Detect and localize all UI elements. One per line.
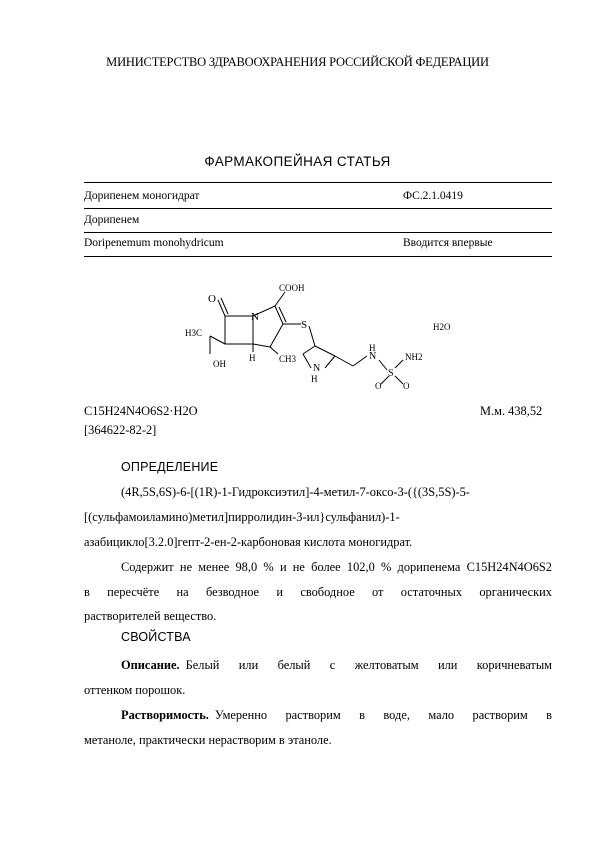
- formula-h3c: H3C: [185, 328, 203, 338]
- solubility-row: [121, 704, 552, 726]
- formula-water: H2O: [433, 322, 451, 332]
- content-line-1: Содержит не менее 98,0 % и не более 102,0 % дорипенема C15H24N4O6S2: [121, 560, 552, 574]
- cas-number: [364622-82-2]: [84, 423, 157, 437]
- article-title: ФАРМАКОПЕЙНАЯ СТАТЬЯ: [204, 154, 391, 169]
- divider-top: [84, 182, 552, 183]
- introduction-status: Вводится впервые: [403, 237, 493, 249]
- formula-h: H: [249, 353, 256, 363]
- divider-2: [84, 208, 552, 209]
- formula-ch3: CH3: [279, 354, 297, 364]
- formula-oh: OH: [213, 359, 226, 369]
- divider-bottom: [84, 256, 552, 257]
- definition-line-1: (4R,5S,6S)-6-[(1R)-1-Гидроксиэтил]-4-метил-7-оксо-3-({(3S,5S)-5-: [121, 485, 470, 499]
- content-line-2: в пересчёте на безводное и свободное от остаточных органических: [84, 585, 552, 599]
- solubility-label: Растворимость.: [121, 708, 209, 722]
- formula-nh-so2: N: [369, 351, 377, 362]
- description-label: Описание.: [121, 658, 180, 672]
- formula-atom-n: N: [251, 311, 259, 323]
- definition-line-3: азабицикло[3.2.0]гепт-2-ен-2-карбоновая кислота моногидрат.: [84, 535, 413, 549]
- description-row: [121, 654, 552, 676]
- structural-formula: [175, 274, 475, 394]
- formula-so2-o1: O: [375, 381, 382, 389]
- molecular-formula: C15H24N4O6S2·H2O: [84, 404, 198, 418]
- definition-heading: ОПРЕДЕЛЕНИЕ: [121, 460, 219, 474]
- solubility-line-2: метаноле, практически нерастворим в этаноле.: [84, 733, 332, 747]
- substance-name-ru: Дорипенем моногидрат: [84, 190, 200, 202]
- formula-so2-o2: O: [403, 381, 410, 389]
- formula-nh-h: H: [311, 374, 318, 384]
- content-line-3: растворителей вещество.: [84, 609, 217, 623]
- substance-name-latin: Doripenemum monohydricum: [84, 237, 224, 249]
- definition-line-2: [(сульфамоиламино)метил]пирролидин-3-ил}сульфанил)-1-: [84, 510, 400, 524]
- ministry-header: МИНИСТЕРСТВО ЗДРАВООХРАНЕНИЯ РОССИЙСКОЙ ФЕДЕРАЦИИ: [106, 55, 489, 69]
- formula-nh: N: [313, 363, 321, 374]
- divider-3: [84, 232, 552, 233]
- description-line-2: оттенком порошок.: [84, 683, 186, 697]
- molecular-weight: М.м. 438,52: [480, 404, 543, 418]
- substance-short-name: Дорипенем: [84, 214, 140, 226]
- properties-heading: СВОЙСТВА: [121, 630, 191, 644]
- formula-atom-s: S: [301, 319, 308, 331]
- description-line-1: Белый или белый с желтоватым или коричневатым: [185, 658, 552, 672]
- formula-atom-o: O: [208, 293, 216, 305]
- formula-cooh: COOH: [279, 283, 305, 293]
- solubility-line-1: Умеренно растворим в воде, мало растворим в: [214, 708, 552, 722]
- formula-nh2: NH2: [405, 352, 423, 362]
- formula-nhso-h: H: [369, 343, 376, 353]
- formula-so2-s: S: [388, 368, 394, 379]
- article-code: ФС.2.1.0419: [403, 190, 463, 202]
